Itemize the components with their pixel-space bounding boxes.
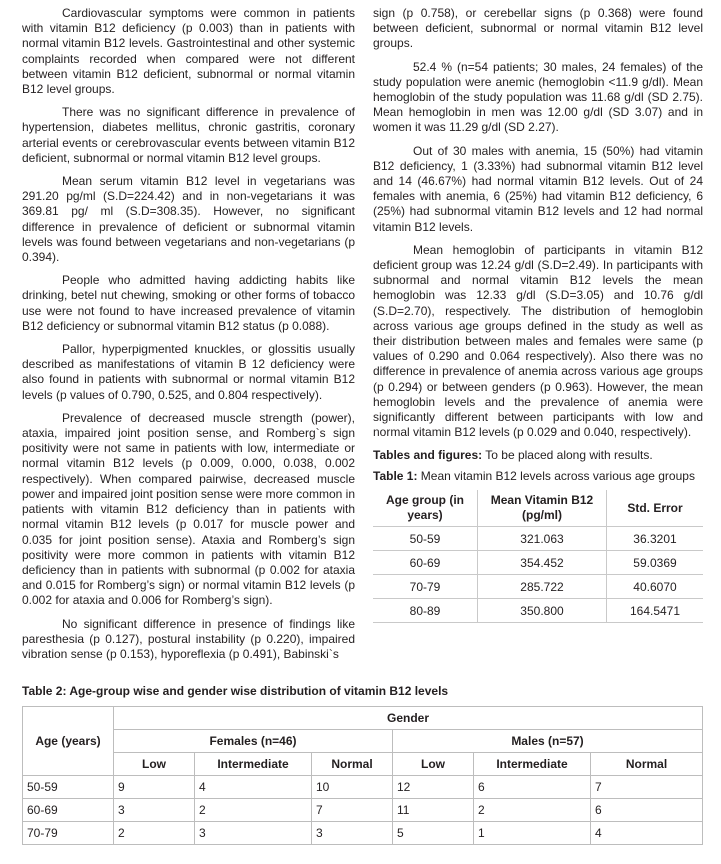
- table2-subheader-row: [23, 753, 703, 776]
- table-cell: 60-69: [373, 551, 478, 575]
- paragraph: 52.4 % (n=54 patients; 30 males, 24 females) of the study population were anemic (hemoglobin <11.9 g/dl). Mean hemoglobin of the study population was 11.68 g/dl (SD 2.75). Mean hemoglobin in men was 12.00 g/dl (SD 3.07) and in women it was 11.29 g/dl (SD 2.27).: [373, 59, 703, 135]
- table-cell: 10: [312, 776, 393, 799]
- table2-females-header: Females (n=46): [114, 730, 393, 753]
- left-column: [22, 6, 355, 670]
- paragraph: No significant difference in presence of findings like paresthesia (p 0.127), postural instability (p 0.220), impaired vibration sense (p 0.153), hyporeflexia (p 0.491), Babinski`s: [22, 616, 355, 661]
- tables-note-label: Tables and figures:: [373, 448, 483, 463]
- right-column: [373, 6, 703, 623]
- table-cell: 40.6070: [607, 575, 704, 599]
- table-cell: 9: [114, 776, 195, 799]
- table-row: [373, 527, 703, 551]
- table-cell: 59.0369: [607, 551, 704, 575]
- table2-header-row: [23, 707, 703, 730]
- table-cell: 7: [591, 776, 703, 799]
- table1-header: Age group (in years): [373, 490, 478, 527]
- table-cell: 3: [195, 822, 312, 845]
- table2-subheader: Normal: [591, 753, 703, 776]
- table1-caption-text: Mean vitamin B12 levels across various age groups: [417, 469, 695, 484]
- table-row: [23, 822, 703, 845]
- table-cell: 4: [591, 822, 703, 845]
- paragraph: sign (p 0.758), or cerebellar signs (p 0.368) were found between deficient, subnormal or normal vitamin B12 level groups.: [373, 6, 703, 51]
- table2-subheader: Intermediate: [474, 753, 591, 776]
- table-cell: 7: [312, 799, 393, 822]
- table-cell: 3: [114, 799, 195, 822]
- paragraph: Mean hemoglobin of participants in vitamin B12 deficient group was 12.24 g/dl (S.D=2.49). In participants with subnormal and normal vitamin B12 levels the mean hemoglobin was 12.33 g/dl (S.D=3.05) and 10.76 g/dl (S.D=2.70), respectively. The distribution of hemoglobin across various age groups defined in the study as well as their distribution between males and females were same (p values of 0.290 and 0.064 respectively). Also there was no difference in prevalence of anemia across various age groups (p 0.294) or between genders (p 0.963). However, the mean hemoglobin levels and the prevalence of anemia were significantly different between participants with low and normal vitamin B12 levels (p 0.029 and 0.040, respectively).: [373, 242, 703, 440]
- table-cell: 50-59: [23, 776, 114, 799]
- table2: [22, 706, 703, 845]
- tables-note: [373, 448, 703, 463]
- table2-subheader: Normal: [312, 753, 393, 776]
- table-cell: 164.5471: [607, 599, 704, 623]
- paragraph: Prevalence of decreased muscle strength (power), ataxia, impaired joint position sense, and Romberg`s sign positivity were not same in patients with low, intermediate or normal vitamin B12 levels (p 0.009, 0.000, 0.038, 0.002 respectively). When compared pairwise, decreased muscle power and impaired joint position sense were more common in patients with vitamin B12 deficiency than in patients with normal vitamin B12 levels (p 0.017 for muscle power and 0.035 for joint position sense). Ataxia and Romberg’s sign positivity were more common in patients with vitamin B12 deficiency than in patients with subnormal (p 0.002 for ataxia and 0.015 for Romberg’s sign) or normal vitamin B12 levels (p 0.002 for ataxia and 0.006 for Romberg’s sign).: [22, 410, 355, 608]
- table2-gender-header: Gender: [114, 707, 703, 730]
- table-cell: 2: [474, 799, 591, 822]
- table-cell: 1: [474, 822, 591, 845]
- table-row: [373, 599, 703, 623]
- table-cell: 12: [393, 776, 474, 799]
- table-row: [373, 575, 703, 599]
- table-cell: 70-79: [373, 575, 478, 599]
- table-cell: 2: [195, 799, 312, 822]
- table1-caption: [373, 469, 703, 484]
- table-cell: 70-79: [23, 822, 114, 845]
- paragraph: Pallor, hyperpigmented knuckles, or glossitis usually described as manifestations of vitamin B 12 deficiency were also found in patients with subnormal or normal vitamin B12 levels (p values of 0.790, 0.525, and 0.804 respectively).: [22, 342, 355, 402]
- table-row: [373, 551, 703, 575]
- table2-subheader: Intermediate: [195, 753, 312, 776]
- table-cell: 350.800: [478, 599, 607, 623]
- table1-caption-label: Table 1:: [373, 469, 418, 484]
- table1-header-row: [373, 490, 703, 527]
- table-cell: 354.452: [478, 551, 607, 575]
- paragraph: There was no significant difference in prevalence of hypertension, diabetes mellitus, chronic gastritis, coronary arterial events or cerebrovascular events between vitamin B12 deficient, subnormal or normal vitamin B12 level groups.: [22, 105, 355, 165]
- table-row: [23, 776, 703, 799]
- table1-header: Mean Vitamin B12 (pg/ml): [478, 490, 607, 527]
- table-cell: 36.3201: [607, 527, 704, 551]
- table-cell: 2: [114, 822, 195, 845]
- table-cell: 50-59: [373, 527, 478, 551]
- tables-note-text: To be placed along with results.: [482, 448, 653, 463]
- table-cell: 11: [393, 799, 474, 822]
- table-cell: 6: [474, 776, 591, 799]
- table1-header: Std. Error: [607, 490, 704, 527]
- table2-males-header: Males (n=57): [393, 730, 703, 753]
- table-cell: 4: [195, 776, 312, 799]
- table2-title: Table 2: Age-group wise and gender wise distribution of vitamin B12 levels: [22, 684, 449, 698]
- paragraph: People who admitted having addicting habits like drinking, betel nut chewing, smoking or other forms of tobacco use were not found to have increased prevalence of vitamin B12 deficiency or subnormal vitamin B12 status (p 0.088).: [22, 273, 355, 333]
- table-cell: 6: [591, 799, 703, 822]
- table-cell: 5: [393, 822, 474, 845]
- table2-age-header: Age (years): [23, 707, 114, 776]
- paragraph: Mean serum vitamin B12 level in vegetarians was 291.20 pg/ml (S.D=224.42) and in non-vegetarians it was 369.81 pg/ ml (S.D=308.35). However, no significant difference in prevalence of deficient or subnormal vitamin levels was found between vegetarians and non-vegetarians (p 0.394).: [22, 174, 355, 265]
- table2-subheader: Low: [114, 753, 195, 776]
- table-cell: 285.722: [478, 575, 607, 599]
- table1: [373, 490, 703, 623]
- table-cell: 60-69: [23, 799, 114, 822]
- paragraph: Cardiovascular symptoms were common in patients with vitamin B12 deficiency (p 0.003) than in patients with normal vitamin B12 levels. Gastrointestinal and other systemic complaints recorded when compared were not different between vitamin B12 deficient, subnormal or normal vitamin B12 level groups.: [22, 6, 355, 97]
- table-cell: 3: [312, 822, 393, 845]
- paragraph: Out of 30 males with anemia, 15 (50%) had vitamin B12 deficiency, 1 (3.33%) had subnormal vitamin B12 level and 14 (46.67%) had normal vitamin B12 levels. Out of 24 females with anemia, 6 (25%) had vitamin B12 deficiency, 6 (25%) had subnormal vitamin B12 levels and 12 had normal vitamin B12 levels.: [373, 143, 703, 234]
- table-cell: 321.063: [478, 527, 607, 551]
- table2-header-row: [23, 730, 703, 753]
- table2-subheader: Low: [393, 753, 474, 776]
- table-row: [23, 799, 703, 822]
- table-cell: 80-89: [373, 599, 478, 623]
